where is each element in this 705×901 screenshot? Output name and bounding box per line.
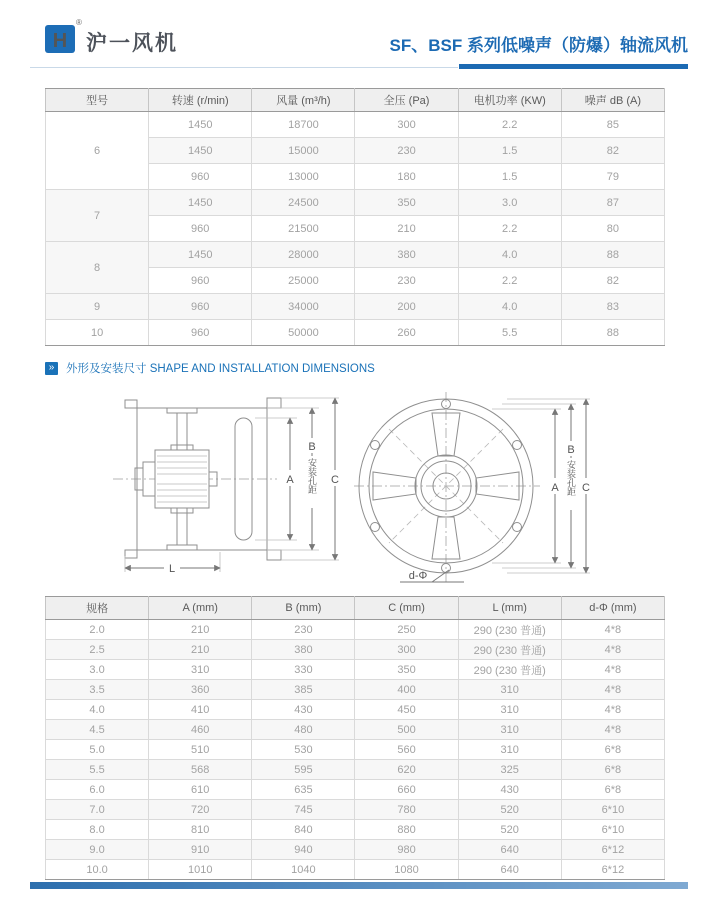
table-row [46, 720, 665, 740]
table-cell: 5.0 [46, 740, 149, 760]
column-header: d-Φ (mm) [561, 597, 664, 620]
table-cell: 1.5 [458, 138, 561, 164]
table-cell: 200 [355, 294, 458, 320]
table-cell: 210 [355, 216, 458, 242]
table-cell: 640 [458, 840, 561, 860]
table-cell: 25000 [252, 268, 355, 294]
table-cell: 50000 [252, 320, 355, 346]
column-header: 风量 (m³/h) [252, 89, 355, 112]
table-cell: 4*8 [561, 720, 664, 740]
model-cell: 8 [46, 242, 149, 294]
dim-label-c: C [331, 474, 339, 486]
table-cell: 250 [355, 620, 458, 640]
table-row [46, 294, 665, 320]
table-cell: 960 [149, 164, 252, 190]
table-cell: 460 [149, 720, 252, 740]
table-cell: 10.0 [46, 860, 149, 880]
table-cell: 350 [355, 190, 458, 216]
section-title: 外形及安装尺寸 SHAPE AND INSTALLATION DIMENSIONS [66, 363, 375, 375]
table-cell: 230 [355, 138, 458, 164]
dim-label-a: A [551, 482, 559, 494]
column-header: 型号 [46, 89, 149, 112]
column-header: L (mm) [458, 597, 561, 620]
table-cell: 520 [458, 800, 561, 820]
column-header: B (mm) [252, 597, 355, 620]
table-cell: 4*8 [561, 640, 664, 660]
table-row [46, 820, 665, 840]
table-cell: 1450 [149, 112, 252, 138]
brand-name: 沪一风机 [86, 32, 178, 55]
table-cell: 3.0 [46, 660, 149, 680]
table-cell: 230 [355, 268, 458, 294]
table-cell: 290 (230 普通) [458, 640, 561, 660]
table-cell: 4*8 [561, 660, 664, 680]
table-cell: 6.0 [46, 780, 149, 800]
table-row [46, 620, 665, 640]
table-cell: 80 [561, 216, 664, 242]
table-cell: 34000 [252, 294, 355, 320]
table-cell: 7.0 [46, 800, 149, 820]
table-cell: 85 [561, 112, 664, 138]
table-cell: 8.0 [46, 820, 149, 840]
table-cell: 6*8 [561, 780, 664, 800]
table-cell: 325 [458, 760, 561, 780]
table-cell: 1450 [149, 242, 252, 268]
dim-label-mount-spacing: 安装孔距 [307, 458, 317, 494]
table-cell: 560 [355, 740, 458, 760]
table-cell: 21500 [252, 216, 355, 242]
table-cell: 3.0 [458, 190, 561, 216]
table-cell: 2.2 [458, 268, 561, 294]
table-row [46, 640, 665, 660]
table-cell: 2.2 [458, 216, 561, 242]
table-cell: 810 [149, 820, 252, 840]
section-arrow-icon: » [45, 362, 58, 375]
model-cell: 6 [46, 112, 149, 190]
table-cell: 88 [561, 242, 664, 268]
column-header: C (mm) [355, 597, 458, 620]
dim-label-hole-spec: d-Φ [408, 570, 428, 582]
table-row [46, 660, 665, 680]
table-cell: 385 [252, 680, 355, 700]
dim-label-mount-spacing: 安装孔距 [566, 460, 576, 496]
table-cell: 230 [252, 620, 355, 640]
table-cell: 635 [252, 780, 355, 800]
table-cell: 15000 [252, 138, 355, 164]
column-header: 转速 (r/min) [149, 89, 252, 112]
table-cell: 510 [149, 740, 252, 760]
table-header-row [46, 89, 665, 112]
brand-logo-icon [45, 23, 78, 55]
table-cell: 290 (230 普通) [458, 660, 561, 680]
table-cell: 28000 [252, 242, 355, 268]
table-row [46, 700, 665, 720]
table-cell: 79 [561, 164, 664, 190]
table-cell: 6*8 [561, 740, 664, 760]
dim-label-c: C [582, 482, 590, 494]
table-cell: 4.0 [46, 700, 149, 720]
table-cell: 380 [355, 242, 458, 268]
dim-label-l: L [168, 563, 176, 575]
table-cell: 210 [149, 620, 252, 640]
table-cell: 960 [149, 320, 252, 346]
section-header [45, 360, 375, 376]
table-row [46, 860, 665, 880]
table-cell: 180 [355, 164, 458, 190]
table-cell: 940 [252, 840, 355, 860]
table-cell: 18700 [252, 112, 355, 138]
table-cell: 3.5 [46, 680, 149, 700]
table-cell: 640 [458, 860, 561, 880]
logo-letter: H [52, 30, 68, 52]
column-header: 噪声 dB (A) [561, 89, 664, 112]
table-row [46, 190, 665, 216]
model-cell: 9 [46, 294, 149, 320]
table-cell: 530 [252, 740, 355, 760]
table-cell: 6*12 [561, 860, 664, 880]
table-cell: 82 [561, 138, 664, 164]
registered-mark: ® [76, 18, 82, 27]
table-cell: 9.0 [46, 840, 149, 860]
dim-label-b: B [567, 444, 575, 456]
page-title: SF、BSF 系列低噪声（防爆）轴流风机 [389, 36, 688, 55]
table-cell: 745 [252, 800, 355, 820]
table-cell: 1450 [149, 190, 252, 216]
table-cell: 350 [355, 660, 458, 680]
table-cell: 210 [149, 640, 252, 660]
table-cell: 300 [355, 112, 458, 138]
table-row [46, 800, 665, 820]
table-cell: 840 [252, 820, 355, 840]
table-cell: 960 [149, 216, 252, 242]
table-cell: 310 [458, 680, 561, 700]
table-cell: 290 (230 普通) [458, 620, 561, 640]
table-cell: 6*8 [561, 760, 664, 780]
table-cell: 500 [355, 720, 458, 740]
table-cell: 1010 [149, 860, 252, 880]
table-row [46, 680, 665, 700]
table-cell: 5.5 [46, 760, 149, 780]
table-cell: 1450 [149, 138, 252, 164]
table-cell: 1040 [252, 860, 355, 880]
table-cell: 980 [355, 840, 458, 860]
table-cell: 2.0 [46, 620, 149, 640]
table-cell: 430 [458, 780, 561, 800]
table-cell: 4*8 [561, 620, 664, 640]
table-row [46, 242, 665, 268]
table-row [46, 740, 665, 760]
table-cell: 430 [252, 700, 355, 720]
table-cell: 960 [149, 268, 252, 294]
table-row [46, 760, 665, 780]
table-cell: 620 [355, 760, 458, 780]
table-cell: 720 [149, 800, 252, 820]
table-cell: 6*12 [561, 840, 664, 860]
table-cell: 450 [355, 700, 458, 720]
footer-accent-bar [30, 882, 688, 889]
table-row [46, 112, 665, 138]
column-header: 全压 (Pa) [355, 89, 458, 112]
model-cell: 10 [46, 320, 149, 346]
table-cell: 1.5 [458, 164, 561, 190]
performance-table [45, 88, 665, 346]
table-cell: 960 [149, 294, 252, 320]
table-cell: 4.0 [458, 294, 561, 320]
table-cell: 380 [252, 640, 355, 660]
table-cell: 82 [561, 268, 664, 294]
table-cell: 87 [561, 190, 664, 216]
table-cell: 4*8 [561, 680, 664, 700]
table-cell: 660 [355, 780, 458, 800]
table-cell: 410 [149, 700, 252, 720]
column-header: A (mm) [149, 597, 252, 620]
table-cell: 83 [561, 294, 664, 320]
table-cell: 6*10 [561, 800, 664, 820]
table-cell: 520 [458, 820, 561, 840]
table-cell: 88 [561, 320, 664, 346]
table-cell: 595 [252, 760, 355, 780]
dim-label-b: B [308, 441, 316, 453]
table-cell: 568 [149, 760, 252, 780]
table-cell: 4.0 [458, 242, 561, 268]
table-cell: 13000 [252, 164, 355, 190]
table-cell: 910 [149, 840, 252, 860]
table-cell: 780 [355, 800, 458, 820]
dim-label-a: A [286, 474, 294, 486]
column-header: 电机功率 (KW) [458, 89, 561, 112]
table-row [46, 840, 665, 860]
dimension-table [45, 596, 665, 880]
table-cell: 2.2 [458, 112, 561, 138]
table-cell: 24500 [252, 190, 355, 216]
table-cell: 480 [252, 720, 355, 740]
table-cell: 4*8 [561, 700, 664, 720]
table-cell: 310 [458, 700, 561, 720]
table-cell: 330 [252, 660, 355, 680]
table-cell: 5.5 [458, 320, 561, 346]
table-row [46, 320, 665, 346]
table-header-row [46, 597, 665, 620]
table-cell: 310 [149, 660, 252, 680]
table-cell: 310 [458, 720, 561, 740]
column-header: 规格 [46, 597, 149, 620]
table-cell: 400 [355, 680, 458, 700]
table-cell: 6*10 [561, 820, 664, 840]
table-cell: 260 [355, 320, 458, 346]
table-cell: 610 [149, 780, 252, 800]
header-divider-accent [459, 64, 688, 69]
table-cell: 4.5 [46, 720, 149, 740]
fan-side-view-drawing [105, 386, 350, 582]
model-cell: 7 [46, 190, 149, 242]
table-cell: 310 [458, 740, 561, 760]
table-row [46, 780, 665, 800]
header-divider-thin [30, 67, 458, 68]
table-cell: 360 [149, 680, 252, 700]
table-cell: 1080 [355, 860, 458, 880]
table-cell: 300 [355, 640, 458, 660]
fan-front-view-drawing [352, 386, 592, 588]
table-cell: 880 [355, 820, 458, 840]
table-cell: 2.5 [46, 640, 149, 660]
